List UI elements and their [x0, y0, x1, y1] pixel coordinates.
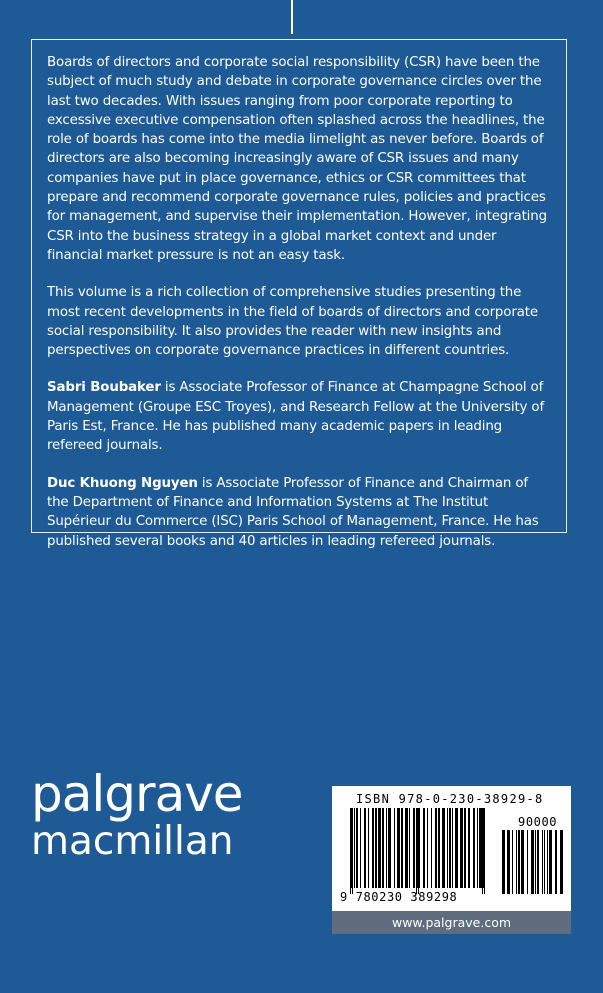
blurb-paragraph-1: Boards of directors and corporate social responsibility (CSR) have been the subject of much study and debate in corporate governance circles over the last two decades. With issues ranging from poor corporate reporting to excessive executive compensation often splashed across the headlines, the role of boards has come into the media limelight as never before. Boards of directors are also becoming increasingly aware of CSR issues and many companies have put in place governance, ethics or CSR committees that prepare and recommend corporate governance rules, policies and practices for management, and supervise their implementation. However, integrating CSR into the business strategy in a global market context and under financial market pressure is not an easy task.: [47, 55, 547, 263]
author-bio-text-2: is Associate Professor of Finance and Chairman of the Department of Finance and Information Systems at The Institut Supérieur du Commerce (ISC) Paris School of Management, France. He has published several books and 40 articles in leading refereed journals.: [47, 475, 539, 549]
publisher-logo-line-2: macmillan: [31, 819, 234, 864]
blurb-paragraph-2: This volume is a rich collection of comprehensive studies presenting the most recent developments in the field of boards of directors and corporate social responsibility. It also provides the reader with new insights and perspectives on corporate governance practices in different countries.: [47, 285, 538, 359]
publisher-logo: [31, 765, 243, 864]
author-bio-text-1: is Associate Professor of Finance at Champagne School of Management (Groupe ESC Troyes), and Research Fellow at the University of Paris Est, France. He has published many academic papers in leading refereed journals.: [47, 380, 545, 454]
author-name-1: Sabri Boubaker: [47, 380, 161, 396]
publisher-logo-line-1: palgrave: [31, 765, 243, 823]
barcode-number: 9 780230 389298: [340, 890, 458, 904]
author-bio-2: [47, 474, 552, 551]
publisher-website[interactable]: www.palgrave.com: [332, 911, 571, 934]
barcode-panel: [332, 786, 571, 934]
isbn-label: ISBN 978-0-230-38929-8: [356, 792, 544, 806]
author-name-2: Duc Khuong Nguyen: [47, 475, 198, 491]
author-bio-1: [47, 378, 552, 455]
top-divider-line: [291, 0, 293, 34]
blurb-panel: [31, 39, 567, 549]
price-code: 90000: [518, 815, 558, 829]
